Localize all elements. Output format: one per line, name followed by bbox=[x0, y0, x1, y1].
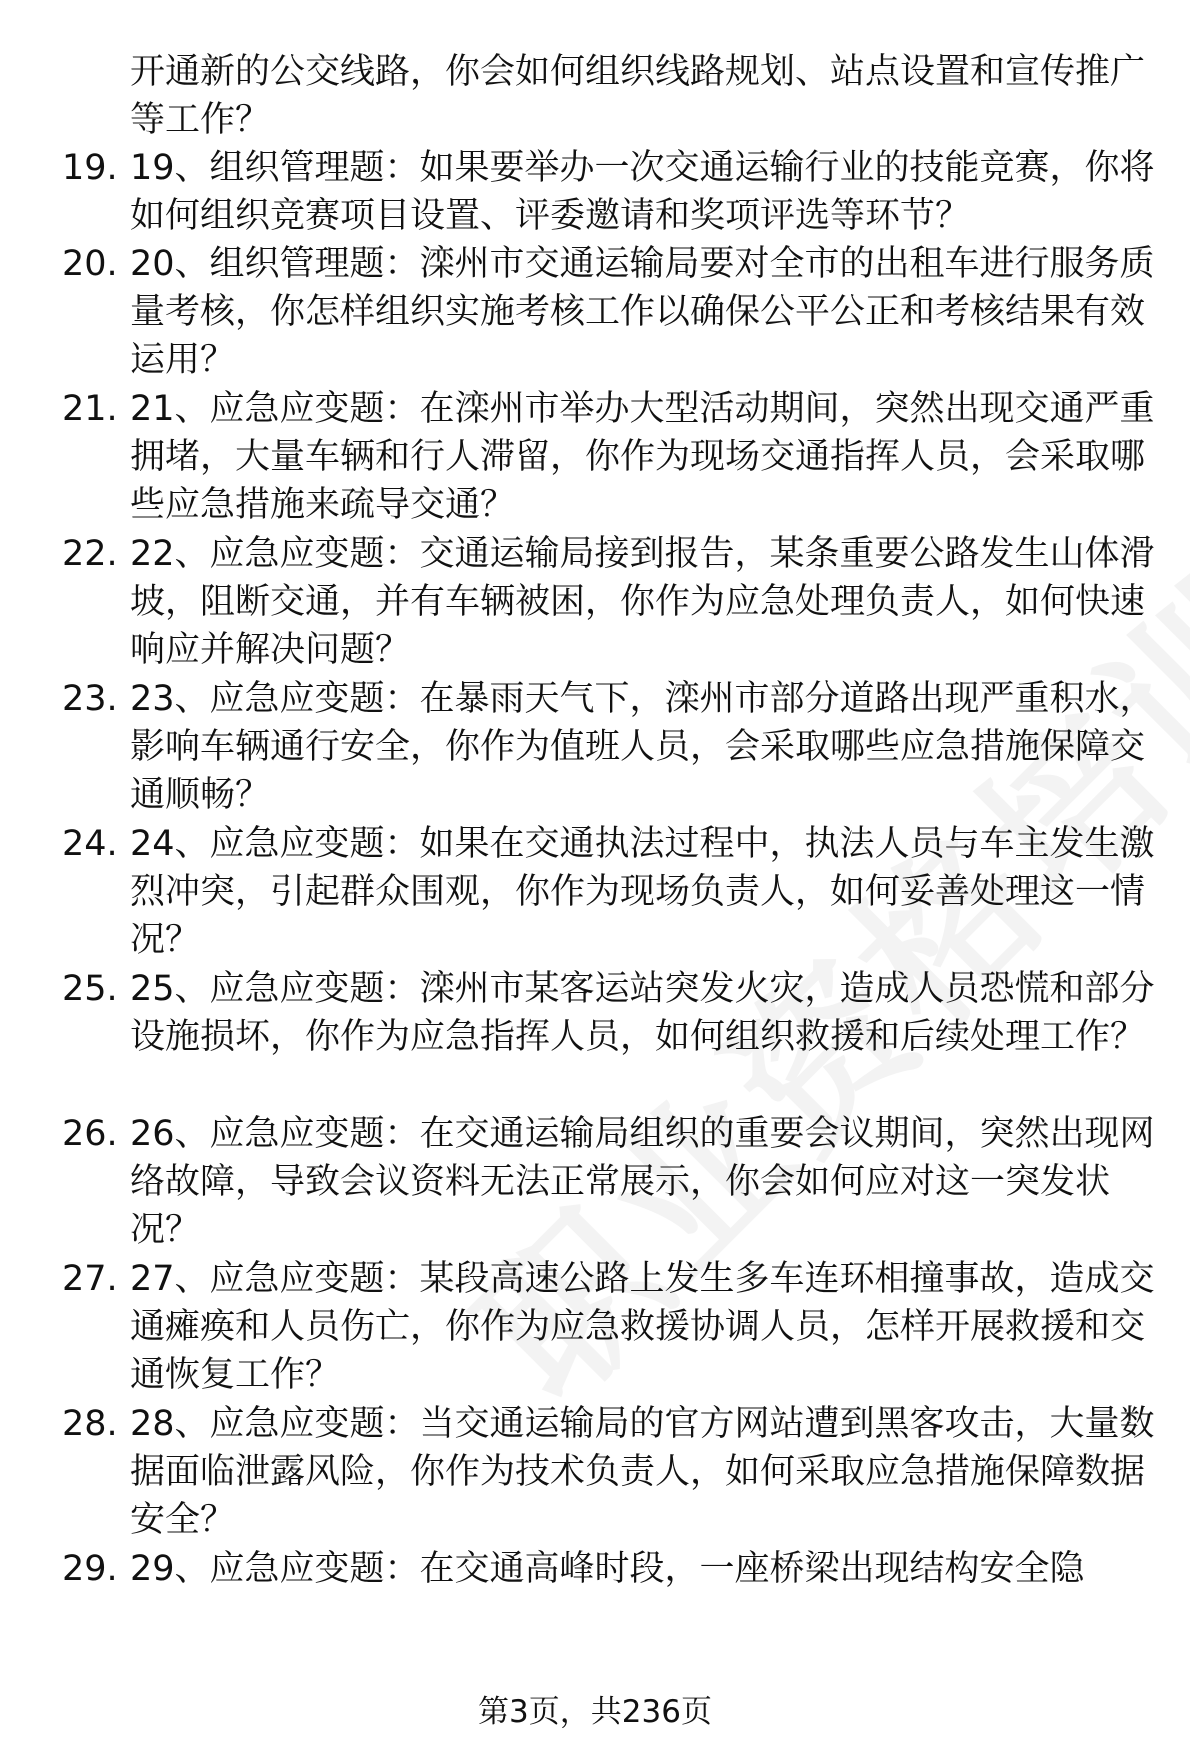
item-number: 22. bbox=[62, 534, 118, 574]
item-number: 20. bbox=[62, 244, 118, 284]
item-text: 28、应急应变题：当交通运输局的官方网站遭到黑客攻击，大量数据面临泄露风险，你作为技术负责人，如何采取应急措施保障数据安全？ bbox=[130, 1404, 1155, 1540]
item-text: 25、应急应变题：滦州市某客运站突发火灾，造成人员恐慌和部分设施损坏，你作为应急指挥人员，如何组织救援和后续处理工作？ bbox=[130, 969, 1155, 1057]
item-number: 21. bbox=[62, 389, 118, 429]
item-number: 28. bbox=[62, 1404, 118, 1444]
item-text: 27、应急应变题：某段高速公路上发生多车连环相撞事故，造成交通瘫痪和人员伤亡，你作为应急救援协调人员，怎样开展救援和交通恢复工作？ bbox=[130, 1259, 1155, 1395]
continued-question-text: 开通新的公交线路，你会如何组织线路规划、站点设置和宣传推广等工作？ bbox=[130, 52, 1146, 140]
item-number: 23. bbox=[62, 679, 118, 719]
item-text: 23、应急应变题：在暴雨天气下，滦州市部分道路出现严重积水，影响车辆通行安全，你作为值班人员，会采取哪些应急措施保障交通顺畅？ bbox=[130, 679, 1155, 815]
item-text: 22、应急应变题：交通运输局接到报告，某条重要公路发生山体滑坡，阻断交通，并有车辆被困，你作为应急处理负责人，如何快速响应并解决问题？ bbox=[130, 534, 1155, 670]
item-number: 26. bbox=[62, 1114, 118, 1154]
item-text: 21、应急应变题：在滦州市举办大型活动期间，突然出现交通严重拥堵，大量车辆和行人滞留，你作为现场交通指挥人员，会采取哪些应急措施来疏导交通？ bbox=[130, 389, 1155, 525]
item-number: 25. bbox=[62, 969, 118, 1009]
item-text: 29、应急应变题：在交通高峰时段，一座桥梁出现结构安全隐 bbox=[130, 1549, 1085, 1589]
page-number: 第3页，共236页 bbox=[478, 1694, 712, 1730]
item-text: 19、组织管理题：如果要举办一次交通运输行业的技能竞赛，你将如何组织竞赛项目设置、评委邀请和奖项评选等环节？ bbox=[130, 148, 1155, 236]
item-number: 19. bbox=[62, 148, 118, 188]
item-number: 29. bbox=[62, 1549, 118, 1589]
item-text: 24、应急应变题：如果在交通执法过程中，执法人员与车主发生激烈冲突，引起群众围观，你作为现场负责人，如何妥善处理这一情况？ bbox=[130, 824, 1155, 960]
item-number: 24. bbox=[62, 824, 118, 864]
item-text: 20、组织管理题：滦州市交通运输局要对全市的出租车进行服务质量考核，你怎样组织实施考核工作以确保公平公正和考核结果有效运用？ bbox=[130, 244, 1155, 380]
item-text: 26、应急应变题：在交通运输局组织的重要会议期间，突然出现网络故障，导致会议资料无法正常展示，你会如何应对这一突发状况？ bbox=[130, 1114, 1155, 1250]
item-number: 27. bbox=[62, 1259, 118, 1299]
